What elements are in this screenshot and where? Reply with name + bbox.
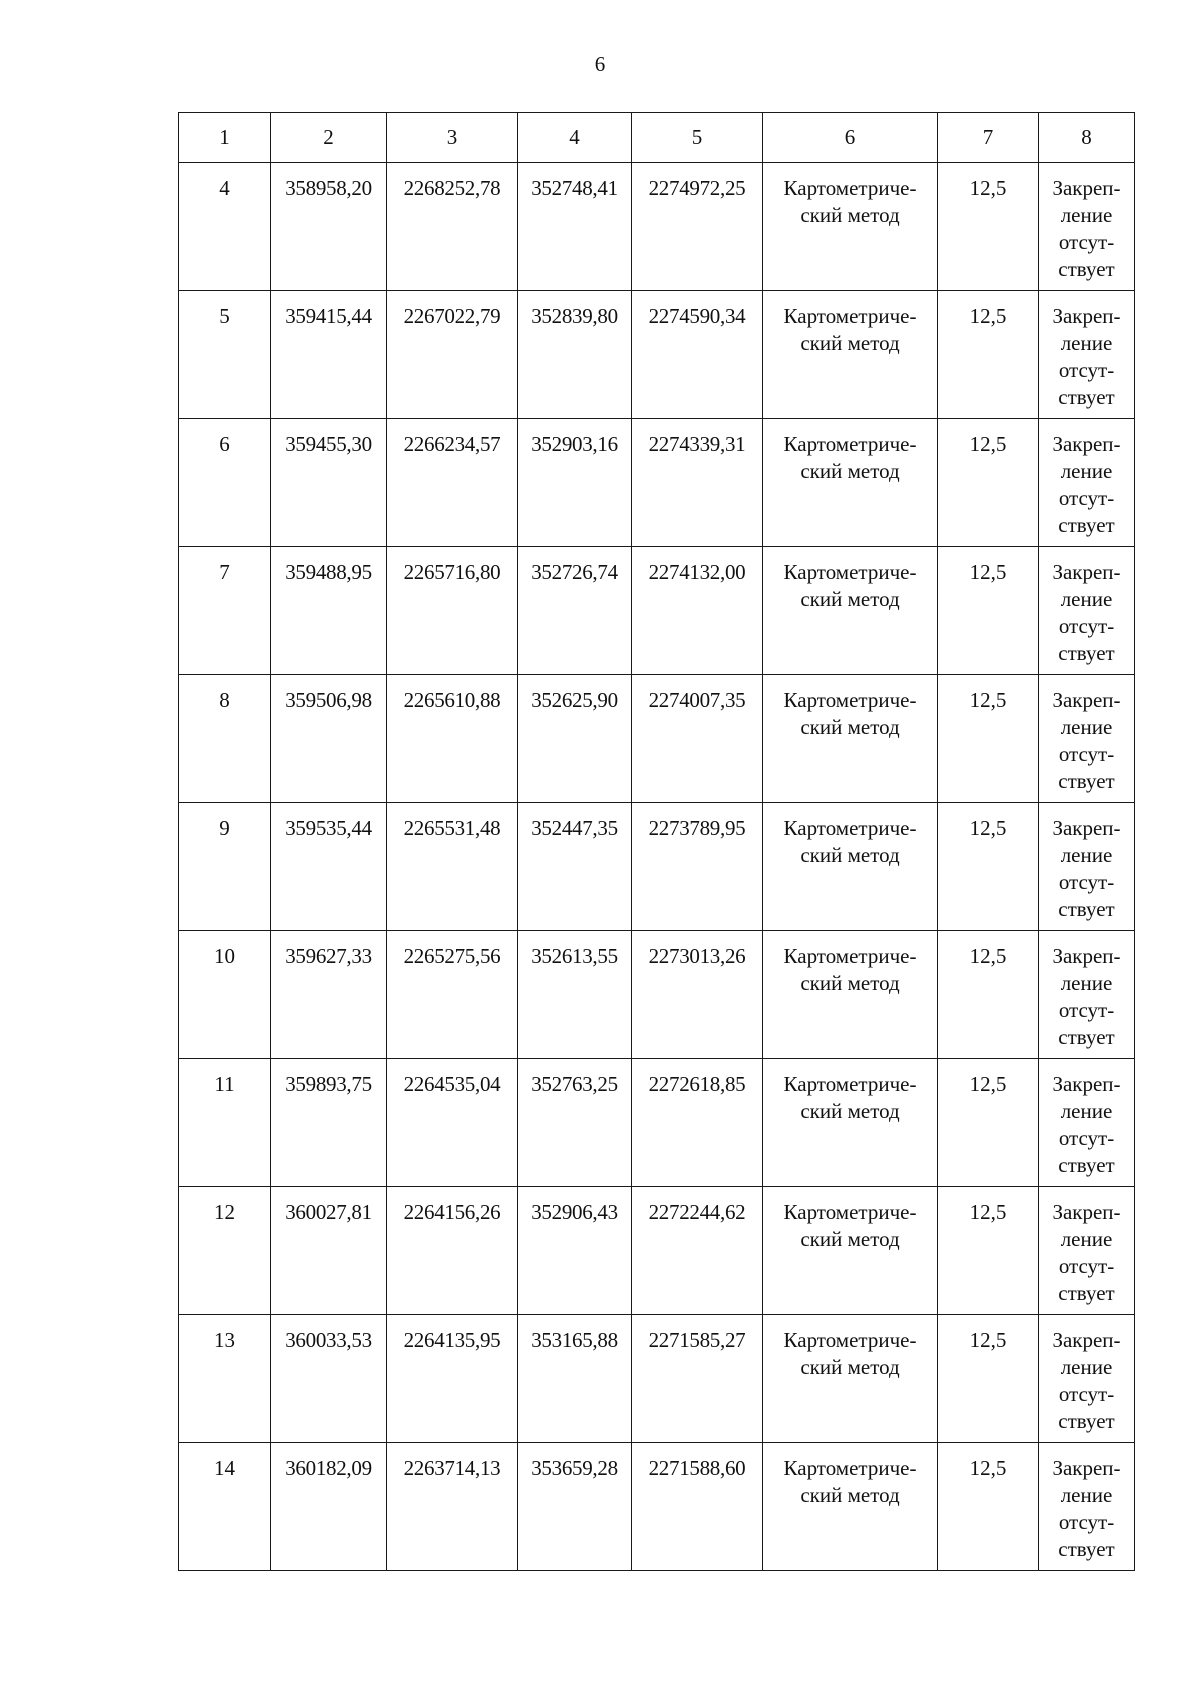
coord-cell: 2274007,35 [632,675,763,803]
fixation-text: отсут- [1058,1254,1115,1278]
coord-cell: 359415,44 [271,291,387,419]
table-row [179,1059,1135,1187]
header-cell: 1 [179,113,271,163]
point-number-cell: 6 [179,419,271,547]
fixation-text: ление [1060,1355,1113,1379]
coord-cell: 352903,16 [518,419,632,547]
fixation-text: отсут- [1058,1510,1115,1534]
method-text: ский метод [800,1099,900,1123]
fixation-text: ствует [1058,257,1115,281]
coord-cell: 352839,80 [518,291,632,419]
header-cell: 8 [1039,113,1135,163]
method-cell [763,547,938,675]
fixation-text: отсут- [1058,614,1115,638]
method-text: Картометриче- [783,944,917,968]
point-number-cell: 8 [179,675,271,803]
fixation-cell [1039,1187,1135,1315]
coord-cell: 2265610,88 [387,675,518,803]
accuracy-cell: 12,5 [938,291,1039,419]
fixation-text: ствует [1058,1409,1115,1433]
coord-cell: 358958,20 [271,163,387,291]
fixation-text: ствует [1058,1281,1115,1305]
method-text: Картометриче- [783,1328,917,1352]
fixation-text: отсут- [1058,358,1115,382]
coord-cell: 2268252,78 [387,163,518,291]
fixation-text: ление [1060,587,1113,611]
fixation-text: ствует [1058,1153,1115,1177]
fixation-text: ление [1060,1099,1113,1123]
method-cell [763,291,938,419]
accuracy-cell: 12,5 [938,803,1039,931]
method-text: ский метод [800,331,900,355]
point-number-cell: 11 [179,1059,271,1187]
table-row [179,547,1135,675]
coord-cell: 2265716,80 [387,547,518,675]
fixation-cell [1039,291,1135,419]
point-number-cell: 10 [179,931,271,1059]
coord-cell: 2272618,85 [632,1059,763,1187]
point-number-cell: 5 [179,291,271,419]
method-text: Картометриче- [783,688,917,712]
method-cell [763,931,938,1059]
accuracy-cell: 12,5 [938,1059,1039,1187]
fixation-text: отсут- [1058,998,1115,1022]
coord-cell: 353165,88 [518,1315,632,1443]
fixation-cell [1039,675,1135,803]
header-cell: 2 [271,113,387,163]
coord-cell: 2273013,26 [632,931,763,1059]
accuracy-cell: 12,5 [938,1443,1039,1571]
fixation-text: отсут- [1058,1126,1115,1150]
coord-cell: 352613,55 [518,931,632,1059]
fixation-text: ствует [1058,897,1115,921]
fixation-text: отсут- [1058,742,1115,766]
table-header [179,113,1135,163]
coord-cell: 2267022,79 [387,291,518,419]
fixation-cell [1039,1443,1135,1571]
fixation-text: Закреп- [1052,688,1121,712]
method-text: ский метод [800,459,900,483]
coord-cell: 2264135,95 [387,1315,518,1443]
coord-cell: 352625,90 [518,675,632,803]
header-cell: 6 [763,113,938,163]
coord-cell: 359455,30 [271,419,387,547]
fixation-text: ствует [1058,769,1115,793]
header-cell: 3 [387,113,518,163]
method-text: ский метод [800,1227,900,1251]
fixation-cell [1039,163,1135,291]
coord-cell: 2273789,95 [632,803,763,931]
point-number-cell: 9 [179,803,271,931]
coord-cell: 2266234,57 [387,419,518,547]
method-text: ский метод [800,203,900,227]
accuracy-cell: 12,5 [938,675,1039,803]
point-number-cell: 14 [179,1443,271,1571]
fixation-text: Закреп- [1052,1328,1121,1352]
accuracy-cell: 12,5 [938,1315,1039,1443]
coordinates-table [178,112,1135,1571]
accuracy-cell: 12,5 [938,547,1039,675]
coord-cell: 352726,74 [518,547,632,675]
coord-cell: 2263714,13 [387,1443,518,1571]
fixation-text: ление [1060,459,1113,483]
fixation-text: ление [1060,1483,1113,1507]
fixation-text: ление [1060,843,1113,867]
fixation-cell [1039,419,1135,547]
coord-cell: 2265531,48 [387,803,518,931]
fixation-text: отсут- [1058,486,1115,510]
fixation-cell [1039,547,1135,675]
method-text: ский метод [800,971,900,995]
fixation-text: ление [1060,331,1113,355]
coord-cell: 2274339,31 [632,419,763,547]
method-cell [763,163,938,291]
coord-cell: 2264156,26 [387,1187,518,1315]
coord-cell: 2274132,00 [632,547,763,675]
coord-cell: 359535,44 [271,803,387,931]
page-number: 6 [594,52,606,76]
method-cell [763,1315,938,1443]
header-cell: 7 [938,113,1039,163]
coord-cell: 2265275,56 [387,931,518,1059]
fixation-text: ствует [1058,513,1115,537]
fixation-text: Закреп- [1052,432,1121,456]
method-text: Картометриче- [783,560,917,584]
fixation-cell [1039,1315,1135,1443]
coord-cell: 353659,28 [518,1443,632,1571]
point-number-cell: 12 [179,1187,271,1315]
coord-cell: 359893,75 [271,1059,387,1187]
table-row [179,1315,1135,1443]
point-number-cell: 4 [179,163,271,291]
coord-cell: 360033,53 [271,1315,387,1443]
method-cell [763,1187,938,1315]
method-text: ский метод [800,1355,900,1379]
coord-cell: 352748,41 [518,163,632,291]
method-cell [763,1059,938,1187]
table-row [179,291,1135,419]
fixation-text: Закреп- [1052,816,1121,840]
method-text: ский метод [800,843,900,867]
method-text: Картометриче- [783,304,917,328]
table-row [179,803,1135,931]
accuracy-cell: 12,5 [938,419,1039,547]
method-text: Картометриче- [783,1456,917,1480]
fixation-text: ствует [1058,1537,1115,1561]
fixation-text: ствует [1058,1025,1115,1049]
coord-cell: 2274590,34 [632,291,763,419]
coord-cell: 2272244,62 [632,1187,763,1315]
accuracy-cell: 12,5 [938,163,1039,291]
fixation-text: ствует [1058,641,1115,665]
fixation-text: отсут- [1058,1382,1115,1406]
method-cell [763,1443,938,1571]
fixation-text: Закреп- [1052,176,1121,200]
method-text: ский метод [800,715,900,739]
table-row [179,1187,1135,1315]
method-cell [763,803,938,931]
fixation-text: Закреп- [1052,304,1121,328]
method-text: Картометриче- [783,816,917,840]
fixation-text: Закреп- [1052,560,1121,584]
table-row [179,1443,1135,1571]
fixation-cell [1039,1059,1135,1187]
method-text: Картометриче- [783,1072,917,1096]
header-cell: 4 [518,113,632,163]
table-row [179,931,1135,1059]
method-cell [763,419,938,547]
method-text: Картометриче- [783,1200,917,1224]
fixation-text: ление [1060,203,1113,227]
point-number-cell: 7 [179,547,271,675]
fixation-text: Закреп- [1052,944,1121,968]
accuracy-cell: 12,5 [938,1187,1039,1315]
fixation-text: отсут- [1058,230,1115,254]
point-number-cell: 13 [179,1315,271,1443]
coord-cell: 359488,95 [271,547,387,675]
coord-cell: 352763,25 [518,1059,632,1187]
method-text: ский метод [800,587,900,611]
table-row [179,163,1135,291]
table-row [179,419,1135,547]
fixation-text: ление [1060,971,1113,995]
coord-cell: 2271588,60 [632,1443,763,1571]
coord-cell: 360027,81 [271,1187,387,1315]
coord-cell: 359627,33 [271,931,387,1059]
fixation-text: Закреп- [1052,1456,1121,1480]
coord-cell: 2264535,04 [387,1059,518,1187]
table-body [179,163,1135,1571]
fixation-text: ление [1060,715,1113,739]
coord-cell: 352906,43 [518,1187,632,1315]
fixation-text: Закреп- [1052,1200,1121,1224]
header-cell: 5 [632,113,763,163]
table-row [179,675,1135,803]
coord-cell: 2274972,25 [632,163,763,291]
header-row [179,113,1135,163]
coord-cell: 359506,98 [271,675,387,803]
fixation-text: ствует [1058,385,1115,409]
method-text: Картометриче- [783,176,917,200]
coord-cell: 352447,35 [518,803,632,931]
accuracy-cell: 12,5 [938,931,1039,1059]
fixation-cell [1039,803,1135,931]
method-text: ский метод [800,1483,900,1507]
method-cell [763,675,938,803]
method-text: Картометриче- [783,432,917,456]
fixation-text: отсут- [1058,870,1115,894]
coord-cell: 2271585,27 [632,1315,763,1443]
coord-cell: 360182,09 [271,1443,387,1571]
fixation-text: ление [1060,1227,1113,1251]
fixation-cell [1039,931,1135,1059]
fixation-text: Закреп- [1052,1072,1121,1096]
